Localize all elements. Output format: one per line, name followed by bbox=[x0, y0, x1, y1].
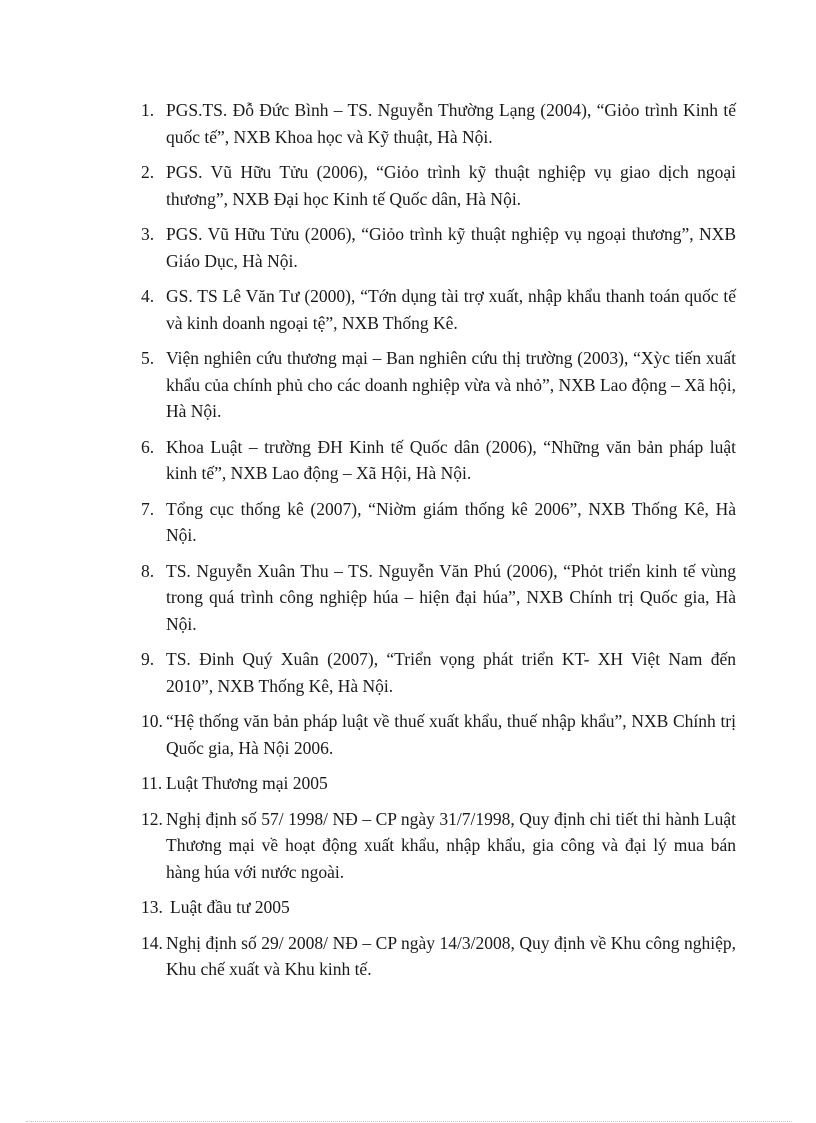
reference-text: PGS. Vũ Hữu Tửu (2006), “Giỏo trình kỹ thuật nghiệp vụ ngoại thương”, NXB Giáo Dục, Hà Nội. bbox=[166, 224, 736, 271]
reference-item bbox=[141, 97, 736, 150]
reference-text: Nghị định số 29/ 2008/ NĐ – CP ngày 14/3/2008, Quy định về Khu công nghiệp, Khu chế xuất và Khu kinh tế. bbox=[166, 932, 736, 979]
reference-number: 7. bbox=[141, 498, 155, 519]
reference-number: 3. bbox=[141, 224, 155, 244]
reference-number: 5. bbox=[141, 348, 155, 368]
reference-text: GS. TS Lê Văn Tư (2000), “Tớn dụng tài trợ xuất, nhập khẩu thanh toán quốc tế và kinh doanh ngoại tệ”, NXB Thống Kê. bbox=[166, 286, 736, 333]
reference-item bbox=[141, 496, 736, 549]
reference-item bbox=[141, 770, 736, 797]
reference-number: 6. bbox=[141, 436, 155, 457]
reference-number: 9. bbox=[141, 649, 155, 669]
reference-text: TS. Nguyễn Xuân Thu – TS. Nguyễn Văn Phú (2006), “Phỏt triển kinh tế vùng trong quá trình công nghiệp húa – hiện đại húa”, NXB Chính trị Quốc gia, Hà Nội. bbox=[166, 560, 736, 634]
reference-item bbox=[141, 708, 736, 761]
reference-item bbox=[141, 930, 736, 983]
reference-text: TS. Đinh Quý Xuân (2007), “Triển vọng phát triển KT- XH Việt Nam đến 2010”, NXB Thống Kê, Hà Nội. bbox=[166, 649, 736, 696]
reference-number: 11. bbox=[141, 773, 163, 793]
reference-number: 2. bbox=[141, 162, 155, 182]
reference-item bbox=[141, 894, 736, 921]
reference-item bbox=[141, 159, 736, 212]
reference-number: 14. bbox=[141, 932, 163, 953]
reference-item bbox=[141, 646, 736, 699]
reference-text: PGS. Vũ Hữu Tửu (2006), “Giỏo trình kỹ thuật nghiệp vụ giao dịch ngoại thương”, NXB Đại học Kinh tế Quốc dân, Hà Nội. bbox=[166, 162, 736, 209]
reference-item bbox=[141, 434, 736, 487]
reference-text: Viện nghiên cứu thương mại – Ban nghiên cứu thị trường (2003), “Xỳc tiến xuất khẩu của chính phủ cho các doanh nghiệp vừa và nhỏ”, NXB Lao động – Xã hội, Hà Nội. bbox=[166, 348, 736, 421]
reference-item bbox=[141, 806, 736, 886]
reference-text: Luật Thương mại 2005 bbox=[166, 773, 328, 793]
reference-item bbox=[141, 283, 736, 336]
reference-number: 4. bbox=[141, 286, 155, 306]
reference-number: 8. bbox=[141, 560, 155, 581]
reference-item bbox=[141, 345, 736, 425]
reference-text: Nghị định số 57/ 1998/ NĐ – CP ngày 31/7/1998, Quy định chi tiết thi hành Luật Thương mại về hoạt động xuất khẩu, nhập khẩu, gia công và đại lý mua bán hàng húa với nước ngoài. bbox=[166, 808, 736, 882]
reference-number: 12. bbox=[141, 808, 163, 829]
reference-text: Tổng cục thống kê (2007), “Niờm giám thống kê 2006”, NXB Thống Kê, Hà Nội. bbox=[166, 498, 736, 545]
reference-number: 1. bbox=[141, 100, 155, 120]
reference-item bbox=[141, 221, 736, 274]
reference-text: Khoa Luật – trường ĐH Kinh tế Quốc dân (2006), “Những văn bản pháp luật kinh tế”, NXB Lao động – Xã Hội, Hà Nội. bbox=[166, 436, 736, 483]
reference-list bbox=[141, 97, 736, 992]
reference-number: 13. bbox=[141, 897, 163, 917]
reference-text: “Hệ thống văn bản pháp luật về thuế xuất khẩu, thuế nhập khẩu”, NXB Chính trị Quốc gia, Hà Nội 2006. bbox=[166, 711, 736, 758]
reference-text: PGS.TS. Đỗ Đức Bình – TS. Nguyễn Thường Lạng (2004), “Giỏo trình Kinh tế quốc tế”, NXB Khoa học và Kỹ thuật, Hà Nội. bbox=[166, 100, 736, 147]
reference-number: 10. bbox=[141, 711, 163, 731]
reference-text: Luật đầu tư 2005 bbox=[170, 897, 290, 917]
page-bottom-dotted-rule bbox=[26, 1121, 792, 1122]
reference-item bbox=[141, 558, 736, 638]
